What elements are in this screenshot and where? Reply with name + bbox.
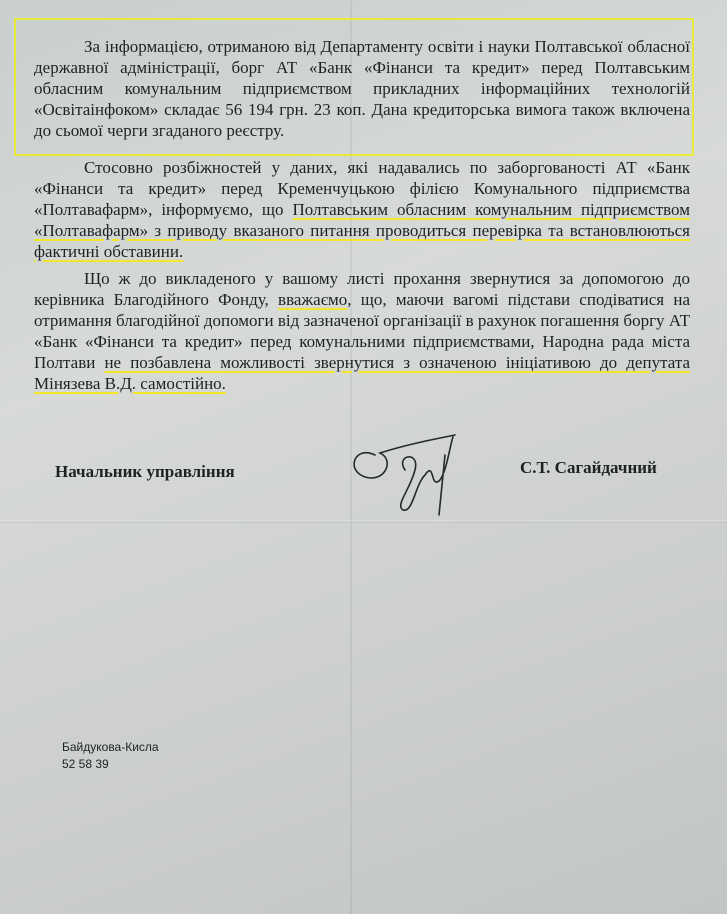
paragraph-text: Що ж до викладеного у вашому листі прохання звернутися за допомогою до керівника Благодійного Фонду, <box>34 269 690 309</box>
paragraph-charity-request <box>34 268 690 394</box>
underlined-text: Полтавським обласним комунальним підприємством «Полтавафарм» з приводу вказаного питання проводиться перевірка та встановлюються фактичні обставини. <box>34 200 690 261</box>
underlined-text: не позбавлена можливості звернутися з означеною ініціативою до депутата Мінязева В.Д. самостійно. <box>34 353 691 393</box>
paragraph-text: , що, маючи вагомі підстави сподіватися на отримання благодійної допомоги від зазначеної організації в рахунок погашення боргу АТ «Банк «Фінанси та кредит» перед комунальними підприємствами, Народна рада міста Полтави <box>34 290 691 372</box>
executor-phone: 52 58 39 <box>62 757 109 771</box>
signatory-name: С.Т. Сагайдачний <box>520 458 657 477</box>
paper-fold-horizontal <box>0 520 727 523</box>
paragraph-text: Стосовно розбіжностей у даних, які надавались по заборгованості АТ «Банк «Фінанси та кредит» перед Кременчуцькою філією Комунального підприємства «Полтавафарм», інформуємо, що <box>34 158 690 219</box>
paragraph-debt-info: За інформацією, отриманою від Департаменту освіти і науки Полтавської обласної державної адміністрації, борг АТ «Банк «Фінанси та кредит» перед Полтавським обласним комунальним підприємством прикладних інформаційних технологій «Освітаінфоком» складає 56 194 грн. 23 коп. Дана кредиторська вимога також включена до сьомої черги згаданого реєстру. <box>34 37 690 140</box>
executor-name: Байдукова-Кисла <box>62 740 159 754</box>
paragraph-discrepancies <box>34 157 690 262</box>
handwritten-signature-icon <box>335 415 485 520</box>
signatory-title: Начальник управління <box>55 462 235 481</box>
underlined-text: вважаємо <box>278 290 348 309</box>
